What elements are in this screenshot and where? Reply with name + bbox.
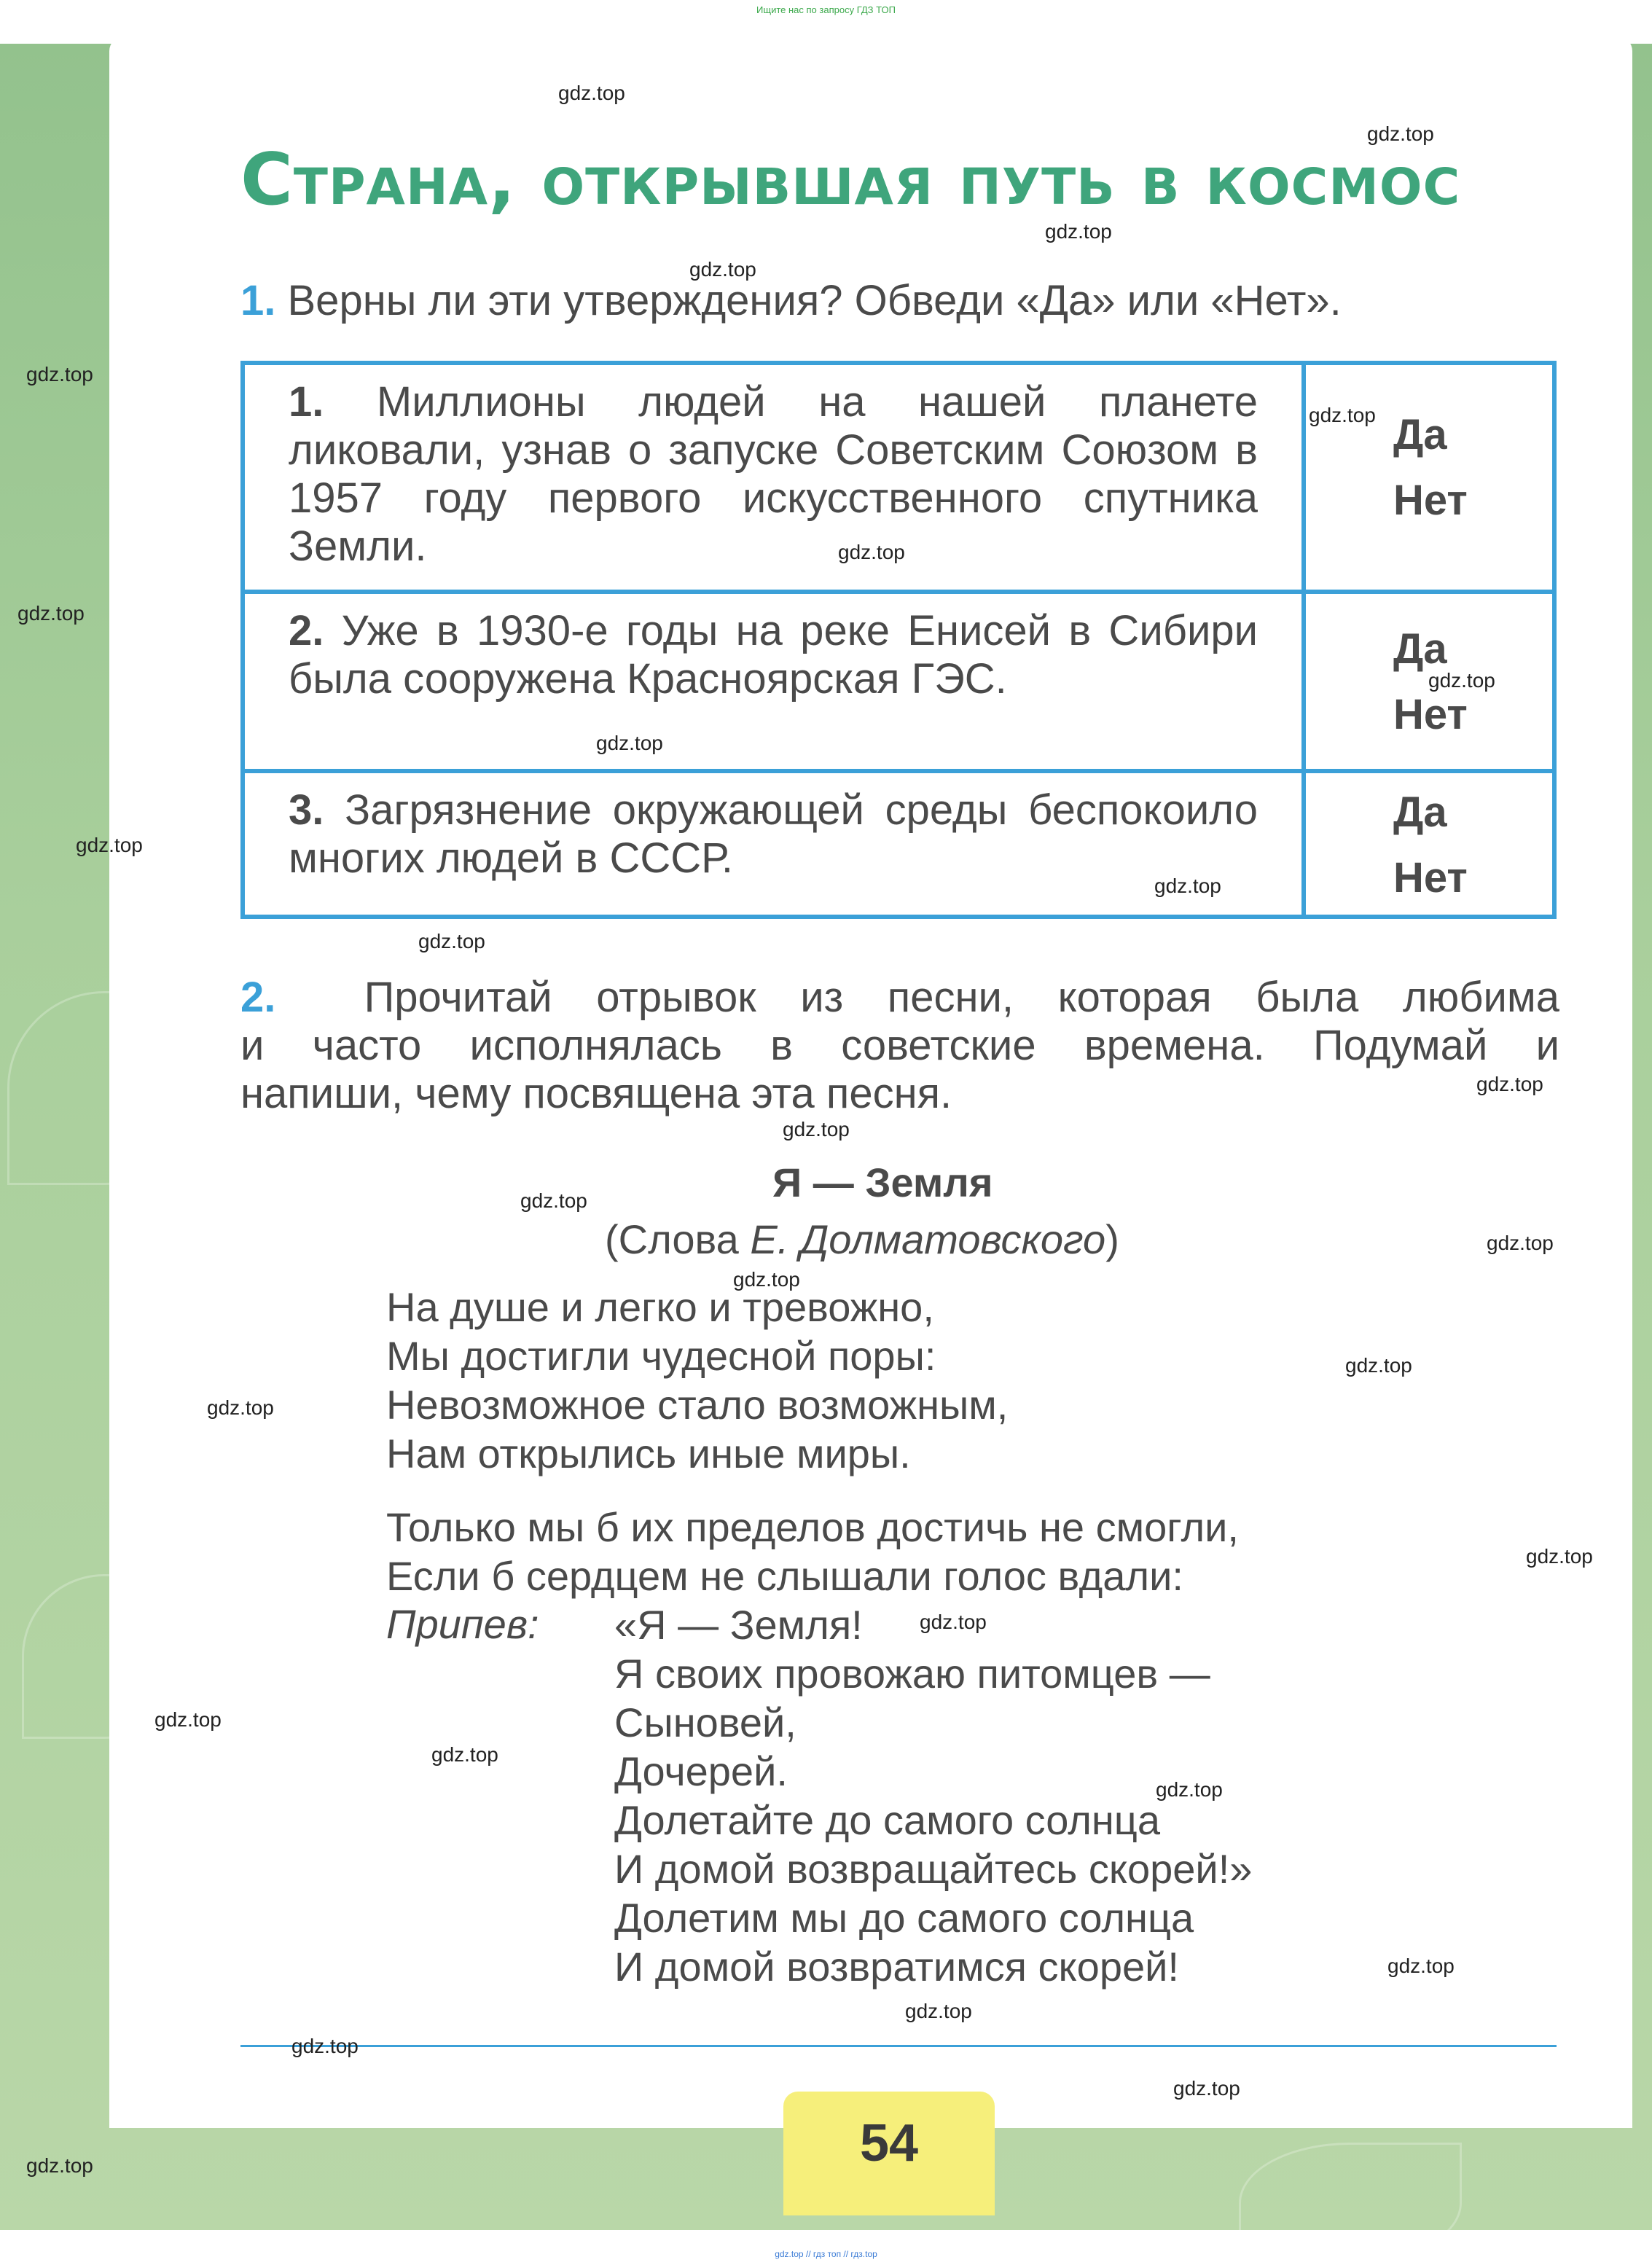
statement-text: Уже в 1930-е годы на реке Енисей в Сибири была сооружена Красноярская ГЭС.: [289, 607, 1258, 703]
quiz-table: [240, 361, 1557, 919]
watermark: gdz.top: [689, 258, 756, 281]
watermark: gdz.top: [291, 2035, 359, 2057]
chorus-line: Долетайте до самого солнца: [614, 1797, 1161, 1843]
chorus-line: Я своих провожаю питомцев —: [614, 1651, 1210, 1697]
header-note: Ищите нас по запросу ГДЗ ТОП: [756, 4, 896, 15]
statement-cell: [243, 771, 1304, 917]
leaf-decoration: [1239, 2143, 1462, 2264]
statement-number: 2.: [289, 607, 324, 654]
answer-no[interactable]: Нет: [1393, 854, 1468, 901]
quiz-row: [243, 771, 1554, 917]
answer-yes[interactable]: Да: [1393, 625, 1447, 673]
verse-line: Нам открылись иные миры.: [386, 1431, 911, 1476]
watermark: gdz.top: [838, 541, 905, 563]
verse-line: Только мы б их пределов достичь не смогли,: [386, 1504, 1239, 1550]
watermark: gdz.top: [26, 2154, 93, 2177]
watermark: gdz.top: [26, 363, 93, 386]
answer-yes[interactable]: Да: [1393, 789, 1447, 836]
watermark: gdz.top: [520, 1189, 587, 1212]
quiz-row: [243, 592, 1554, 771]
watermark: gdz.top: [783, 1118, 850, 1141]
watermark: gdz.top: [1045, 220, 1112, 243]
watermark: gdz.top: [1526, 1545, 1593, 1568]
song-title: Я — Земля: [772, 1159, 993, 1205]
answer-cell: [1304, 771, 1554, 917]
chorus-line: Дочерей.: [614, 1748, 788, 1794]
chorus-label: Припев:: [386, 1601, 539, 1647]
verse-line: Если б сердцем не слышали голос вдали:: [386, 1553, 1183, 1599]
watermark: gdz.top: [207, 1396, 274, 1419]
statement-text: Загрязнение окружающей среды беспокоило многих людей в СССР.: [289, 786, 1258, 882]
watermark: gdz.top: [1173, 2077, 1240, 2100]
watermark: gdz.top: [17, 602, 85, 625]
footer-note: gdz.top // гдз топ // гдз.top: [775, 2249, 877, 2259]
answer-no[interactable]: Нет: [1393, 477, 1468, 524]
task2-line: и часто исполнялась в советские времена. Подумай и: [240, 1022, 1559, 1069]
task1-question: [240, 277, 1342, 325]
watermark: gdz.top: [1487, 1232, 1554, 1254]
statement-cell: [243, 592, 1304, 771]
task1-text: Верны ли эти утверждения? Обведи «Да» или «Нет».: [287, 277, 1342, 324]
verse-line: На душе и легко и тревожно,: [386, 1284, 934, 1330]
watermark: gdz.top: [920, 1611, 987, 1633]
task2-line: 2. Прочитай отрывок из песни, которая была любима: [240, 974, 1560, 1021]
answer-cell: [1304, 363, 1554, 592]
chorus-line: Сыновей,: [614, 1699, 796, 1745]
song-verse-1: [386, 1283, 1008, 1478]
song-verse-2: [386, 1503, 1239, 1600]
watermark: gdz.top: [154, 1708, 222, 1731]
page-number: 54: [859, 2114, 919, 2172]
watermark: gdz.top: [1309, 404, 1376, 426]
statement-number: 3.: [289, 786, 324, 834]
page-title: Страна, открывшая путь в космос: [240, 138, 1461, 222]
watermark: gdz.top: [76, 834, 143, 856]
watermark: gdz.top: [596, 732, 663, 754]
song-author: (Слова Е. Долматовского): [605, 1216, 1119, 1262]
watermark: gdz.top: [905, 2000, 972, 2022]
verse-line: Мы достигли чудесной поры:: [386, 1333, 936, 1379]
watermark: gdz.top: [1345, 1354, 1412, 1377]
watermark: gdz.top: [1387, 1955, 1455, 1977]
watermark: gdz.top: [1428, 669, 1495, 692]
statement-cell: [243, 363, 1304, 592]
chorus-line: Долетим мы до самого солнца: [614, 1895, 1194, 1941]
watermark: gdz.top: [558, 82, 625, 104]
watermark: gdz.top: [1156, 1778, 1223, 1801]
watermark: gdz.top: [1367, 122, 1434, 145]
watermark: gdz.top: [1476, 1073, 1543, 1095]
watermark: gdz.top: [418, 930, 485, 952]
chorus-line: «Я — Земля!: [614, 1602, 863, 1648]
task2-number: 2.: [240, 974, 276, 1021]
watermark: gdz.top: [733, 1268, 800, 1291]
task2-question: [240, 974, 1559, 1118]
answer-yes[interactable]: Да: [1393, 411, 1447, 458]
divider-line: [240, 2045, 1557, 2047]
task2-line: напиши, чему посвящена эта песня.: [240, 1070, 952, 1117]
verse-line: Невозможное стало возможным,: [386, 1382, 1009, 1428]
task1-number: 1.: [240, 277, 276, 324]
statement-text: Миллионы людей на нашей планете ликовали, узнав о запуске Советским Союзом в 1957 году первого искусственного спутника Земли.: [289, 378, 1258, 570]
chorus-line: И домой возвратимся скорей!: [614, 1944, 1179, 1990]
answer-no[interactable]: Нет: [1393, 691, 1468, 738]
watermark: gdz.top: [431, 1743, 498, 1766]
chorus-line: И домой возвращайтесь скорей!»: [614, 1846, 1253, 1892]
watermark: gdz.top: [1154, 875, 1221, 897]
statement-number: 1.: [289, 378, 324, 426]
